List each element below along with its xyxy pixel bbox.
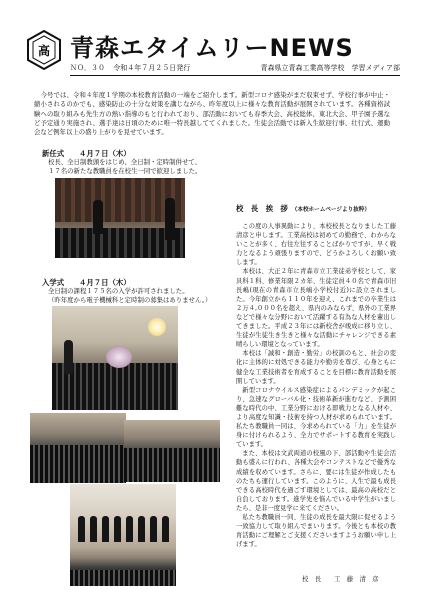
greeting-paragraph: 私たち教職員一同、生徒の成長を最大限に促せるよう一致協力して取り組んでまいります。今後とも本校の教育活動にご理解とご支援くださいますようお願い申し上げます。	[236, 514, 396, 549]
publisher-org: 青森県立青森工業高等学校 学習メディア部	[260, 64, 400, 72]
principal-greeting-heading: 校 長 挨 拶 （本校ホームページより抜粋）	[236, 204, 370, 213]
greeting-paragraph: 本校は「誠和・創造・勤労」の校訓のもと、社会の変化に主体的に対処できる能力や勤労を尊び、心身ともに健全な工業技術者を育成することを目標に教育活動を展開しています。	[236, 350, 396, 385]
nyugaku-photo-front-row	[70, 546, 176, 586]
greeting-paragraph: この度の人事異動により、本校校長となりました工藤清彦と申します。工業高校は初めての勤務で、わからないことが多く、右往左往することばかりですが、早く戦力となるよう頑張りますので、どうかよろしくお願い致します。	[236, 223, 396, 267]
nyugaku-line-1: 全日制の課程１７５名の入学が許可されました。	[48, 287, 189, 295]
greeting-paragraph: 新型コロナウイルス感染症によるパンデミックが起こり、急速なグローバル化・技術革新が進むなど、予測困難な時代の中、工業分野における即戦力となる人材や、より高度な知識・技術を持つ人材が求められています。私たち教職員一同は、今求められている「力」を生徒が身に付けられるよう、全力でサポートする教育を実践しています。	[236, 386, 396, 449]
ninshiki-line-1: 校長、全日制教頭をはじめ、全日制・定時制併せて、	[48, 158, 201, 166]
greeting-paragraph: また、本校は文武両道の校風の下、部活動や生徒会活動も盛んに行われ、各種大会やコンテストなどで優秀な成績を収めています。さらに、要には生徒が作成したものたちも運行しています。このように、人生で最も成長できる高校時代を過ごす環境としては、最高の高校だと自負しております。進学先を悩んでいる中学生がいましたら、是非一度見学に来てください。	[236, 450, 396, 512]
svg-text:高: 高	[37, 44, 51, 58]
newsletter-title: 青森エタイムリーNEWS	[70, 34, 354, 62]
principal-signature: 校 長 工 藤 清 彦	[302, 575, 379, 583]
nyugaku-photo-audience-1	[30, 413, 126, 483]
nyugaku-line-2: （昨年度から電子機械科と定時制の募集はありません。）	[48, 296, 212, 305]
nyugaku-text	[48, 287, 220, 306]
school-emblem-icon	[26, 30, 62, 70]
issue-number: ＮＯ．３０	[70, 64, 105, 72]
issue-date: 令和４年７月２５日発行	[113, 64, 191, 72]
ninshiki-photo	[55, 178, 185, 258]
nyugaku-heading: 入学式 ４月７日（木）	[42, 278, 131, 287]
principal-greeting-body	[236, 222, 396, 549]
newsletter-header	[26, 30, 400, 86]
nyugaku-photo-group	[70, 484, 176, 546]
issue-info-line	[70, 63, 400, 76]
ninshiki-line-2: １７名の新たな教職員を在校生一同で歓迎しました。	[48, 167, 202, 176]
intro-paragraph: 今号では、令和４年度１学期の本校教育活動の一端をご紹介します。新型コロナ感染がまだ収束せず、学校行事が中止・縮小されるのかでも、感染防止の十分な対策を講じながら、昨年度以上に様々な教育活動が展開されています。各種資格試験への取り組みも先生方の熱い指導のもと行われており、部活動においても春季大会、高校総体、東北大会、甲子園予選など予定通り実施され、選手達は日頃のために唯一特長越しててくれました。生徒会活動では新入生歓迎行事、壮行式、運動会など例年以上の盛り上がりを見せています。	[34, 91, 390, 137]
ninshiki-text	[48, 158, 220, 177]
ninshiki-heading: 新任式 ４月７日（木）	[42, 149, 131, 158]
greeting-paragraph: 本校は、大正２年に青森市立工業徒弟学校として、家具科１科、修業年限２カ年、生徒定員４０名で青森市旧長嶋(現在の青森市立長嶋小学校付近)に設立されました。今年創立から１１０年を迎え、これまでの卒業生は２万４,０００名を超え、県内のみならず、県外の工業界などで様々な分野において活躍する有為な人材を輩出してきました。平成２３年には新校舎が竣成に移り立し、生徒が生徒生き生きと様々な活動にチャレンジできる素晴らしい環境となっています。	[236, 268, 396, 349]
nyugaku-photo-stage	[52, 306, 178, 410]
nyugaku-photo-audience-2	[124, 420, 220, 482]
